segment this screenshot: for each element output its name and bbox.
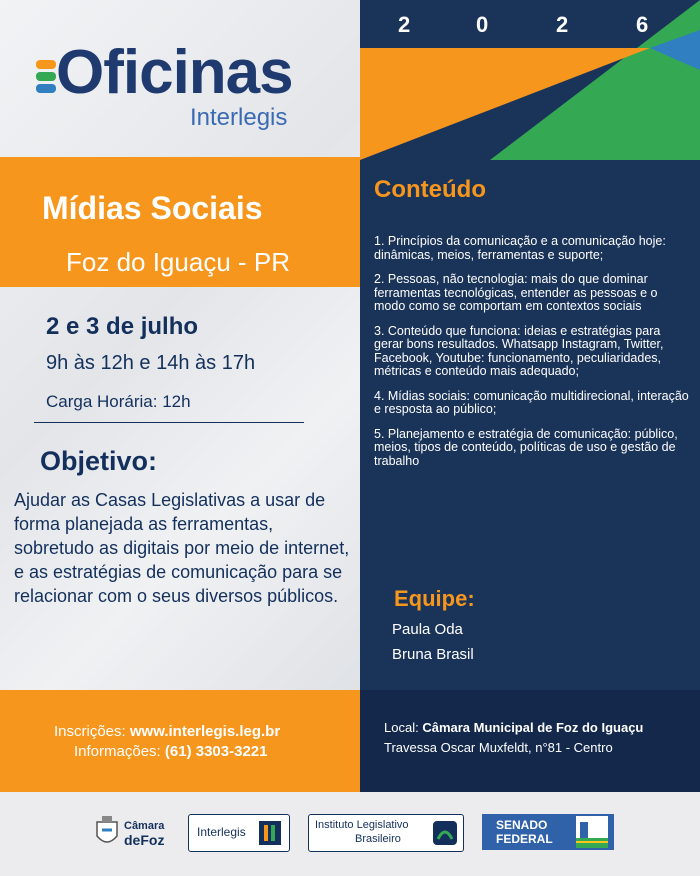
camara-logo-line2: deFoz — [124, 832, 165, 848]
logo-title: Oficinas — [56, 38, 293, 107]
content-item: 5. Planejamento e estratégia de comunicação: público, meios, tipos de conteúdo, políticas de uso e gestão de trabalho — [374, 426, 678, 468]
content-item: 3. Conteúdo que funciona: ideias e estratégias para gerar bons resultados. Whatsapp Instagram, Twitter, Facebook, Youtube: funcionamento, peculiaridades, métricas e conteúdo mais adequado; — [374, 323, 664, 378]
ilb-logo-line2: Brasileiro — [355, 833, 401, 845]
interlegis-logo-text: Interlegis — [197, 825, 246, 839]
location-info — [384, 718, 643, 758]
objective-text: Ajudar as Casas Legislativas a usar de forma planejada as ferramentas, sobretudo as digitais por meio de internet, e as estratégias de comunicação para se relacionar com o seus diversos públicos. — [14, 490, 350, 606]
local-name: Câmara Municipal de Foz do Iguaçu — [422, 720, 644, 735]
registration-link[interactable]: www.interlegis.leg.br — [129, 723, 281, 740]
event-workload: Carga Horária: 12h — [46, 392, 191, 411]
team-title: Equipe: — [394, 586, 475, 611]
objective-title: Objetivo: — [40, 446, 158, 476]
team-member: Bruna Brasil — [392, 646, 474, 663]
local-label: Local: — [384, 720, 419, 735]
content-title: Conteúdo — [374, 176, 486, 203]
ilb-logo — [308, 814, 464, 852]
year-digit: 6 — [636, 12, 649, 37]
camara-logo-line1: Câmara — [124, 820, 165, 832]
content-item: 1. Princípios da comunicação e a comunicação hoje: dinâmicas, meios, ferramentas e suporte; — [374, 234, 666, 262]
year-digit: 0 — [476, 12, 489, 37]
ilb-mark-icon — [433, 821, 457, 845]
year-digit: 2 — [556, 12, 569, 37]
partner-logos — [0, 792, 700, 876]
senado-logo-line1: SENADO — [496, 818, 548, 832]
interlegis-mark-icon — [259, 821, 281, 845]
year-digit: 2 — [398, 12, 411, 37]
content-list — [374, 235, 692, 479]
ilb-logo-line1: Instituto Legislativo — [315, 819, 409, 831]
logo-subtitle: Interlegis — [190, 104, 288, 131]
content-item: 4. Mídias sociais: comunicação multidirecional, interação e resposta ao público; — [374, 388, 689, 416]
content-item: 2. Pessoas, não tecnologia: mais do que dominar ferramentas tecnológicas, entender as pessoas e o modo como se comportam em contextos sociais — [374, 272, 658, 313]
event-title: Mídias Sociais — [42, 190, 263, 226]
year-digits — [360, 12, 700, 36]
divider — [34, 422, 304, 423]
info-phone: (61) 3303-3221 — [164, 743, 268, 760]
registration-label: Inscrições: — [54, 723, 126, 740]
interlegis-logo — [188, 814, 290, 852]
coat-of-arms-icon — [94, 814, 120, 850]
event-date: 2 e 3 de julho — [46, 313, 199, 340]
logo-mark-icon — [36, 60, 58, 98]
senado-mark-icon — [576, 816, 608, 848]
local-address: Travessa Oscar Muxfeldt, n°81 - Centro — [384, 740, 613, 755]
registration-info — [54, 722, 280, 762]
event-city: Foz do Iguaçu - PR — [66, 247, 290, 277]
senado-logo-line2: FEDERAL — [496, 832, 553, 846]
team-member: Paula Oda — [392, 621, 463, 638]
event-hours: 9h às 12h e 14h às 17h — [46, 352, 256, 374]
senado-logo — [482, 814, 614, 850]
info-label: Informações: — [74, 743, 161, 760]
